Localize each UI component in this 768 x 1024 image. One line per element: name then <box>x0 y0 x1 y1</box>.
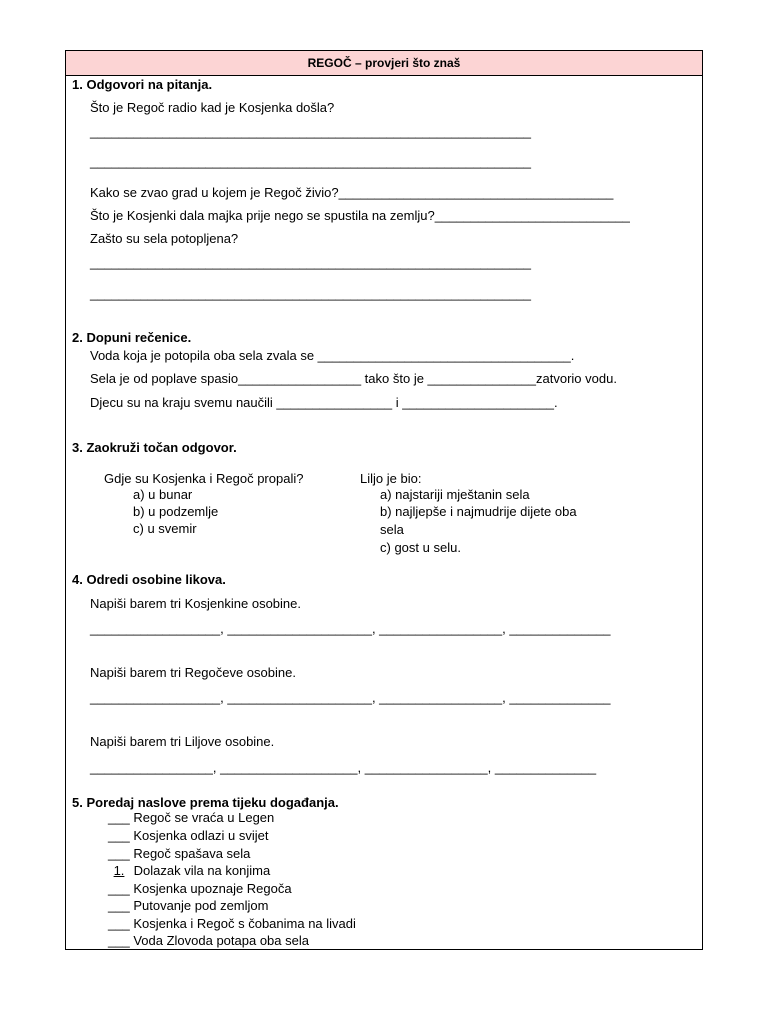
question-left: Gdje su Kosjenka i Regoč propali? <box>104 471 304 486</box>
question-right: Liljo je bio: <box>360 471 422 486</box>
option-right-c[interactable]: c) gost u selu. <box>380 540 461 555</box>
order-item[interactable]: ___ Kosjenka upoznaje Regoča <box>108 881 292 896</box>
option-right-b-cont: sela <box>380 522 404 537</box>
question-3: Što je Kosjenki dala majka prije nego se spustila na zemlju?___________________________ <box>90 208 630 223</box>
answer-line[interactable]: __________________, ____________________, _________________, ______________ <box>90 621 611 636</box>
order-item[interactable]: ___ Regoč spašava sela <box>108 846 251 861</box>
answer-line[interactable]: __________________, ____________________, _________________, ______________ <box>90 690 611 705</box>
order-blank[interactable]: ___ <box>108 933 130 948</box>
worksheet <box>65 50 703 950</box>
order-item[interactable]: ___ Voda Zlovoda potapa oba sela <box>108 933 309 948</box>
answer-line[interactable]: _________________, ___________________, _________________, ______________ <box>90 760 597 775</box>
option-right-a[interactable]: a) najstariji mještanin sela <box>380 487 530 502</box>
option-left-b[interactable]: b) u podzemlje <box>133 504 219 519</box>
option-right-b[interactable]: b) najljepše i najmudrije dijete oba <box>380 504 577 519</box>
order-blank[interactable]: ___ <box>108 846 130 861</box>
question-4: Zašto su sela potopljena? <box>90 231 239 246</box>
order-item[interactable]: ___ Kosjenka odlazi u svijet <box>108 828 269 843</box>
section-2-heading: 2. Dopuni rečenice. <box>72 330 192 345</box>
order-blank[interactable]: ___ <box>108 898 130 913</box>
sentence-3: Djecu su na kraju svemu naučili ________________ i _____________________. <box>90 395 558 410</box>
order-blank[interactable]: ___ <box>108 828 130 843</box>
sentence-2: Sela je od poplave spasio_________________ tako što je _______________zatvorio vodu. <box>90 371 617 386</box>
section-4-heading: 4. Odredi osobine likova. <box>72 572 226 587</box>
worksheet-title: REGOČ – provjeri što znaš <box>66 51 702 76</box>
option-left-a[interactable]: a) u bunar <box>133 487 193 502</box>
prompt-kosjenka: Napiši barem tri Kosjenkine osobine. <box>90 596 301 611</box>
option-left-c[interactable]: c) u svemir <box>133 521 197 536</box>
section-5-heading: 5. Poredaj naslove prema tijeku događanja. <box>72 795 339 810</box>
order-blank[interactable]: ___ <box>108 810 130 825</box>
order-blank[interactable]: ___ <box>108 916 130 931</box>
order-blank[interactable]: ___ <box>108 881 130 896</box>
answer-line[interactable]: _____________________________________________________________ <box>90 255 532 270</box>
question-2: Kako se zvao grad u kojem je Regoč živio?______________________________________ <box>90 185 614 200</box>
question-1: Što je Regoč radio kad je Kosjenka došla? <box>90 100 335 115</box>
prompt-liljo: Napiši barem tri Liljove osobine. <box>90 734 275 749</box>
order-item[interactable]: ___ Kosjenka i Regoč s čobanima na livadi <box>108 916 356 931</box>
section-3-heading: 3. Zaokruži točan odgovor. <box>72 440 237 455</box>
order-item[interactable]: 1. Dolazak vila na konjima <box>108 863 270 879</box>
answer-line[interactable]: _____________________________________________________________ <box>90 154 532 169</box>
answer-line[interactable]: _____________________________________________________________ <box>90 124 532 139</box>
order-item[interactable]: ___ Putovanje pod zemljom <box>108 898 269 913</box>
prompt-regoc: Napiši barem tri Regočeve osobine. <box>90 665 296 680</box>
answer-line[interactable]: _____________________________________________________________ <box>90 286 532 301</box>
section-1-heading: 1. Odgovori na pitanja. <box>72 77 213 92</box>
sentence-1: Voda koja je potopila oba sela zvala se ___________________________________. <box>90 348 575 363</box>
order-item[interactable]: ___ Regoč se vraća u Legen <box>108 810 275 825</box>
order-number[interactable]: 1. <box>113 863 125 878</box>
